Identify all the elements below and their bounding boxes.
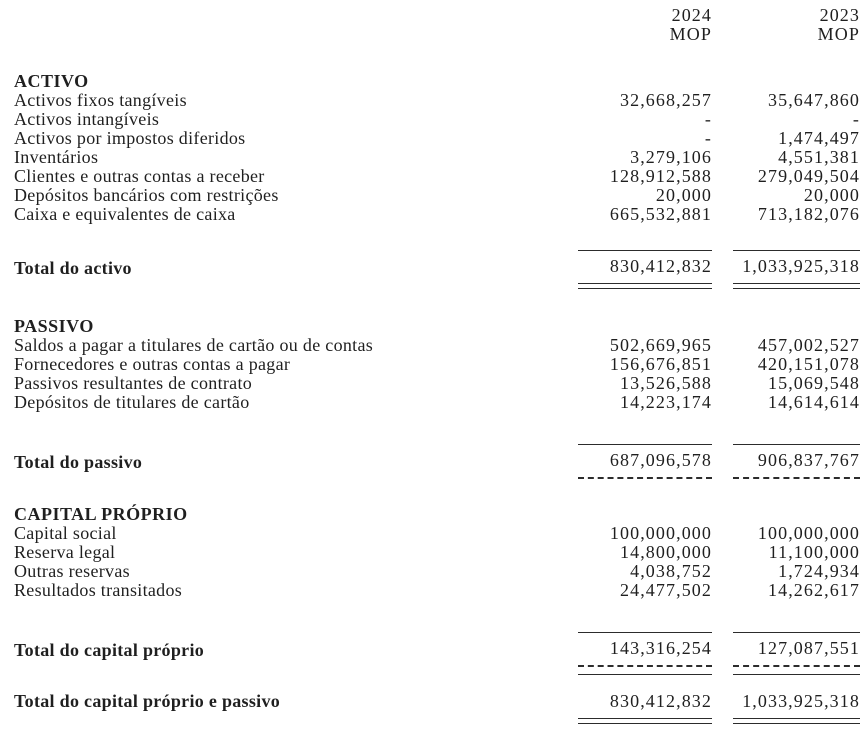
grand-total-cell-2024 <box>578 691 712 724</box>
total-activo-label: Total do activo <box>14 258 132 278</box>
total-capital-2023: 127,087,551 <box>757 638 860 658</box>
double-rule <box>733 718 860 724</box>
double-rule <box>578 283 712 289</box>
total-passivo-label: Total do passivo <box>14 452 143 472</box>
table-row <box>14 543 860 562</box>
section-passivo-title-row <box>14 317 860 336</box>
unit-mop-2024: MOP <box>669 24 712 44</box>
table-row <box>14 562 860 581</box>
sum-rule-below <box>578 674 712 675</box>
total-activo-row <box>14 250 860 289</box>
section-activo-title-row <box>14 72 860 91</box>
sum-rule <box>733 632 860 633</box>
row-label: Depósitos de titulares de cartão <box>14 392 250 412</box>
total-passivo-2024: 687,096,578 <box>609 450 712 470</box>
table-row <box>14 374 860 393</box>
value-2023: 35,647,860 <box>768 90 860 110</box>
table-row <box>14 129 860 148</box>
sum-rule <box>578 444 712 445</box>
grand-total-2023: 1,033,925,318 <box>742 691 860 711</box>
total-passivo-cell-2024 <box>578 444 712 479</box>
section-title-activo: ACTIVO <box>14 71 89 91</box>
sum-rule <box>733 444 860 445</box>
value-2023: 100,000,000 <box>757 523 860 543</box>
section-title-passivo: PASSIVO <box>14 316 94 336</box>
dashed-rule <box>733 665 860 667</box>
total-activo-2023: 1,033,925,318 <box>742 256 860 276</box>
table-row <box>14 336 860 355</box>
value-2024: 20,000 <box>655 185 712 205</box>
row-label: Activos intangíveis <box>14 109 160 129</box>
total-activo-cell-2023 <box>733 250 860 289</box>
value-2023: 15,069,548 <box>768 373 860 393</box>
row-label: Resultados transitados <box>14 580 183 600</box>
value-2024: 4,038,752 <box>630 561 712 581</box>
year-2024-label: 2024 <box>671 5 712 25</box>
total-passivo-2023: 906,837,767 <box>757 450 860 470</box>
total-capital-label: Total do capital próprio <box>14 640 205 660</box>
row-label: Capital social <box>14 523 117 543</box>
year-2023-label: 2023 <box>819 5 860 25</box>
value-2024: 14,223,174 <box>620 392 712 412</box>
column-headers <box>14 6 860 44</box>
total-capital-cell-2024 <box>578 632 712 675</box>
value-2023: 420,151,078 <box>757 354 860 374</box>
value-2024: 665,532,881 <box>609 204 712 224</box>
grand-total-row <box>14 691 860 724</box>
table-row <box>14 110 860 129</box>
double-rule <box>733 283 860 289</box>
row-label: Depósitos bancários com restrições <box>14 185 279 205</box>
value-2024: - <box>704 109 712 129</box>
section-title-capital: CAPITAL PRÓPRIO <box>14 504 188 524</box>
grand-total-label: Total do capital próprio e passivo <box>14 691 281 711</box>
table-row <box>14 581 860 600</box>
value-2024: 24,477,502 <box>620 580 712 600</box>
row-label: Activos por impostos diferidos <box>14 128 246 148</box>
total-passivo-row <box>14 444 860 479</box>
value-2024: 14,800,000 <box>620 542 712 562</box>
unit-mop-2023: MOP <box>817 24 860 44</box>
value-2023: 713,182,076 <box>757 204 860 224</box>
sum-rule <box>578 632 712 633</box>
value-2024: 156,676,851 <box>609 354 712 374</box>
total-passivo-cell-2023 <box>733 444 860 479</box>
value-2023: - <box>852 109 860 129</box>
value-2024: 3,279,106 <box>630 147 712 167</box>
sum-rule <box>733 250 860 251</box>
row-label: Clientes e outras contas a receber <box>14 166 265 186</box>
grand-total-cell-2023 <box>733 691 860 724</box>
row-label: Saldos a pagar a titulares de cartão ou de contas <box>14 335 374 355</box>
table-row <box>14 167 860 186</box>
sum-rule <box>578 250 712 251</box>
value-2023: 1,474,497 <box>778 128 860 148</box>
value-2023: 20,000 <box>803 185 860 205</box>
value-2023: 1,724,934 <box>778 561 860 581</box>
total-activo-2024: 830,412,832 <box>609 256 712 276</box>
value-2023: 4,551,381 <box>778 147 860 167</box>
row-label: Reserva legal <box>14 542 116 562</box>
value-2023: 279,049,504 <box>757 166 860 186</box>
value-2024: 13,526,588 <box>620 373 712 393</box>
total-activo-cell-2024 <box>578 250 712 289</box>
double-rule <box>578 718 712 724</box>
row-label: Passivos resultantes de contrato <box>14 373 253 393</box>
column-header-2024 <box>578 6 712 44</box>
column-header-2023 <box>733 6 860 44</box>
dashed-rule <box>578 665 712 667</box>
value-2024: 32,668,257 <box>620 90 712 110</box>
row-label: Fornecedores e outras contas a pagar <box>14 354 291 374</box>
value-2023: 457,002,527 <box>757 335 860 355</box>
value-2024: - <box>704 128 712 148</box>
value-2024: 502,669,965 <box>609 335 712 355</box>
table-row <box>14 393 860 412</box>
grand-total-2024: 830,412,832 <box>609 691 712 711</box>
table-row <box>14 524 860 543</box>
value-2023: 14,614,614 <box>768 392 860 412</box>
value-2024: 128,912,588 <box>609 166 712 186</box>
total-capital-row <box>14 632 860 675</box>
table-row <box>14 148 860 167</box>
row-label: Inventários <box>14 147 99 167</box>
section-capital-title-row <box>14 505 860 524</box>
sum-rule-below <box>733 674 860 675</box>
dashed-rule <box>578 477 712 479</box>
table-row <box>14 186 860 205</box>
row-label: Caixa e equivalentes de caixa <box>14 204 236 224</box>
table-row <box>14 91 860 110</box>
value-2024: 100,000,000 <box>609 523 712 543</box>
value-2023: 11,100,000 <box>768 542 860 562</box>
dashed-rule <box>733 477 860 479</box>
total-capital-cell-2023 <box>733 632 860 675</box>
row-label: Activos fixos tangíveis <box>14 90 187 110</box>
table-row <box>14 205 860 224</box>
table-row <box>14 355 860 374</box>
row-label: Outras reservas <box>14 561 130 581</box>
total-capital-2024: 143,316,254 <box>609 638 712 658</box>
value-2023: 14,262,617 <box>768 580 860 600</box>
